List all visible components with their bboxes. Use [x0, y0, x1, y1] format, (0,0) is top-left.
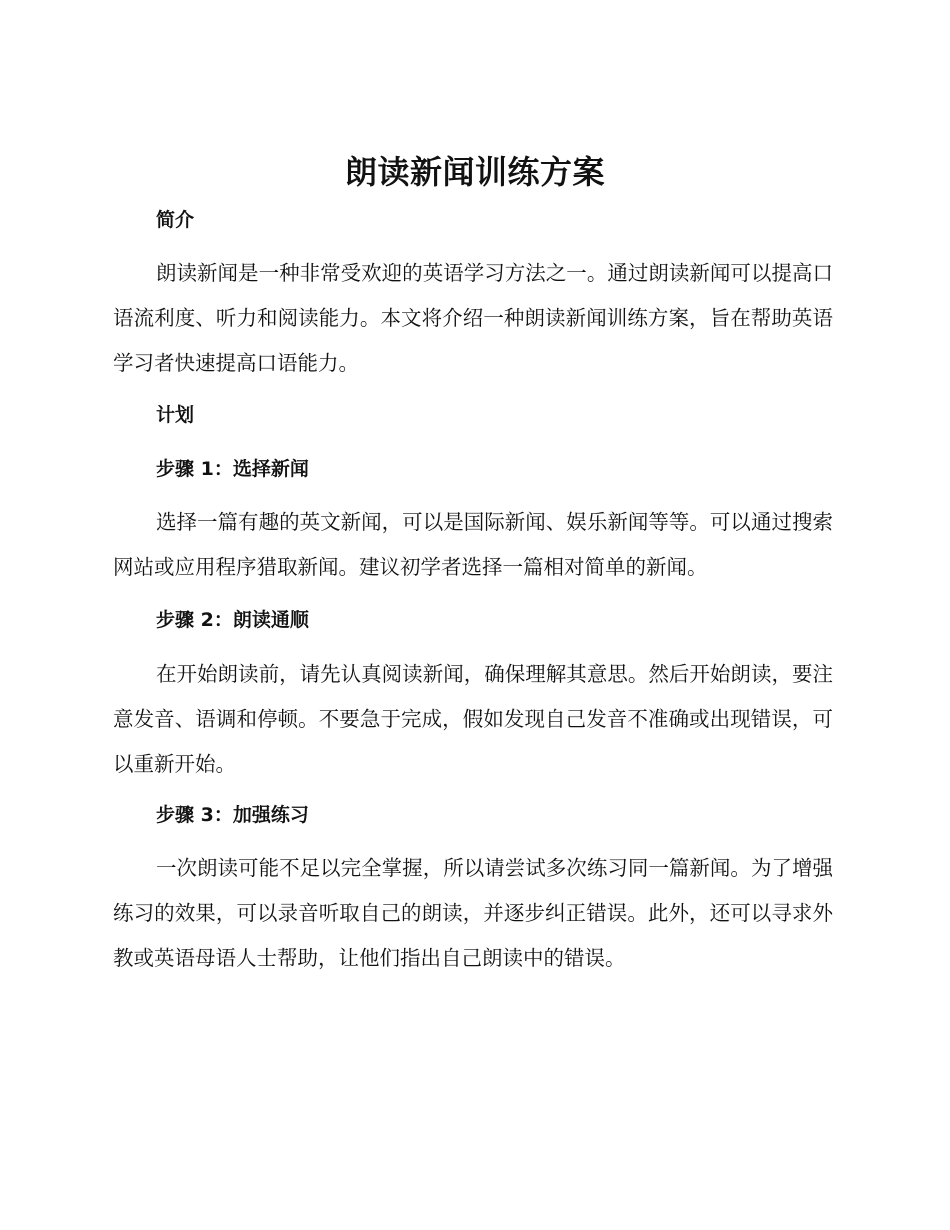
section-heading-intro: 简介 [156, 209, 195, 231]
section-heading-plan: 计划 [156, 404, 195, 426]
document-title: 朗读新闻训练方案 [344, 153, 605, 191]
step-3-paragraph: 一次朗读可能不足以完全掌握，所以请尝试多次练习同一篇新闻。为了增强练习的效果，可以录音听取自己的朗读，并逐步纠正错误。此外，还可以寻求外教或英语母语人士帮助，让他们指出自己朗读中的错误。 [113, 856, 833, 970]
step-1-paragraph: 选择一篇有趣的英文新闻，可以是国际新闻、娱乐新闻等等。可以通过搜索网站或应用程序猎取新闻。建议初学者选择一篇相对简单的新闻。 [113, 510, 833, 579]
step-1-heading: 步骤 1：选择新闻 [156, 458, 309, 480]
step-2-paragraph: 在开始朗读前，请先认真阅读新闻，确保理解其意思。然后开始朗读，要注意发音、语调和停顿。不要急于完成，假如发现自己发音不准确或出现错误，可以重新开始。 [113, 662, 833, 776]
step-3-heading: 步骤 3：加强练习 [156, 804, 309, 826]
step-2-heading: 步骤 2：朗读通顺 [156, 609, 309, 631]
intro-paragraph: 朗读新闻是一种非常受欢迎的英语学习方法之一。通过朗读新闻可以提高口语流利度、听力和阅读能力。本文将介绍一种朗读新闻训练方案，旨在帮助英语学习者快速提高口语能力。 [113, 261, 833, 375]
